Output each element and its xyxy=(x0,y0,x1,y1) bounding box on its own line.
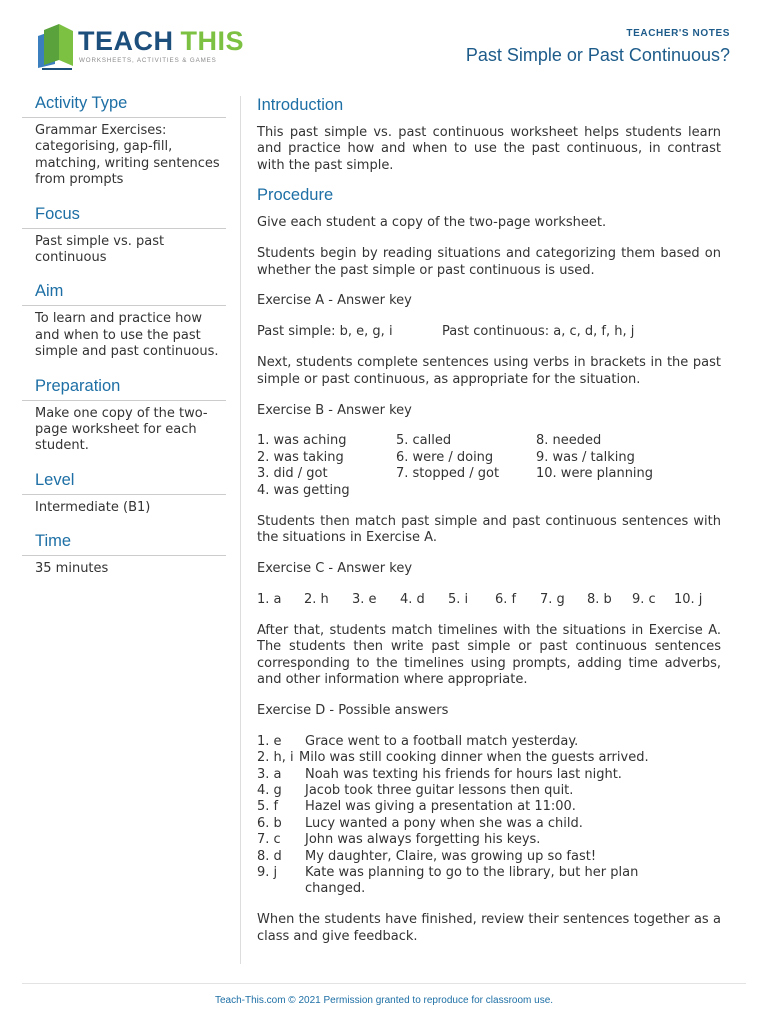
exercise-d-title: Exercise D - Possible answers xyxy=(257,702,449,718)
procedure-paragraph: After that, students match timelines with the situations in Exercise A. The students then write past simple or past continuous sentences corresponding to the timelines using prompts, adding time adverbs, and other information where appropriate. xyxy=(257,622,721,687)
answer-item: 10. were planning xyxy=(536,466,654,482)
answer-item: 8. needed xyxy=(536,433,602,449)
logo-wordmark xyxy=(78,24,244,58)
exercise-a-past-continuous: Past continuous: a, c, d, f, h, j xyxy=(442,324,635,340)
procedure-paragraph: Next, students complete sentences using verbs in brackets in the past simple or past continuous, as appropriate for the situation. xyxy=(257,355,721,387)
answer-item: 2. h xyxy=(304,591,329,607)
main-content xyxy=(257,94,721,960)
procedure-paragraph: Students then match past simple and past continuous sentences with the situations in Exercise A. xyxy=(257,513,721,545)
focus-text: Past simple vs. past continuous xyxy=(35,233,165,266)
answer-item: 9. was / talking xyxy=(536,449,635,465)
footer-copyright: Teach-This.com © 2021 Permission granted to reproduce for classroom use. xyxy=(214,995,554,1006)
exercise-b-column xyxy=(257,433,396,499)
answer-number: 9. j xyxy=(257,865,278,880)
answer-sentence: Noah was texting his friends for hours last night. xyxy=(305,766,622,782)
answer-item: 5. i xyxy=(448,591,469,607)
answer-number: 6. b xyxy=(257,815,282,831)
answer-number: 2. h, i xyxy=(257,750,294,766)
answer-number: 3. a xyxy=(257,766,282,782)
answer-row xyxy=(257,832,721,848)
exercise-b-column xyxy=(536,433,653,499)
teach-this-logo xyxy=(36,24,245,70)
activity-type-section xyxy=(22,94,226,189)
answer-sentence: Jacob took three guitar lessons then quit. xyxy=(305,782,574,798)
answer-item: 1. was aching xyxy=(257,433,347,449)
answer-sentence: Grace went to a football match yesterday. xyxy=(305,733,579,749)
focus-heading: Focus xyxy=(22,205,226,229)
logo-teach: TEACH xyxy=(78,26,174,56)
answer-row xyxy=(257,849,721,865)
level-section xyxy=(22,471,226,516)
answer-item: 8. b xyxy=(587,591,612,607)
answer-item: 10. j xyxy=(674,591,703,607)
preparation-text: Make one copy of the two-page worksheet for each student. xyxy=(35,405,208,454)
procedure-paragraph: Give each student a copy of the two-page worksheet. xyxy=(257,215,607,231)
answer-row xyxy=(257,816,721,832)
focus-section xyxy=(22,205,226,267)
exercise-d-answers xyxy=(257,734,721,898)
answer-item: 5. called xyxy=(396,433,452,449)
teachers-notes-label: TEACHER'S NOTES xyxy=(626,28,730,39)
answer-row xyxy=(257,750,721,766)
preparation-section xyxy=(22,377,226,455)
procedure-heading: Procedure xyxy=(257,186,334,205)
book-logo-icon xyxy=(36,24,76,70)
column-divider xyxy=(240,96,241,964)
logo-tagline: WORKSHEETS, ACTIVITIES & GAMES xyxy=(79,57,217,64)
exercise-c-title: Exercise C - Answer key xyxy=(257,560,413,576)
introduction-text: This past simple vs. past continuous worksheet helps students learn and practice how and when to use the past continuous, in contrast with the past simple. xyxy=(257,125,721,173)
time-text: 35 minutes xyxy=(35,561,109,577)
answer-number: 4. g xyxy=(257,782,282,798)
answer-item: 6. were / doing xyxy=(396,449,494,465)
introduction-heading: Introduction xyxy=(257,96,344,114)
preparation-heading: Preparation xyxy=(22,377,226,401)
logo-this: THIS xyxy=(180,26,245,56)
procedure-paragraph: Students begin by reading situations and categorizing them based on whether the past simple or past continuous is used. xyxy=(257,246,721,278)
answer-number: 1. e xyxy=(257,733,282,749)
answer-sentence: Lucy wanted a pony when she was a child. xyxy=(305,815,583,831)
answer-number: 5. f xyxy=(257,799,279,815)
activity-type-heading: Activity Type xyxy=(22,94,226,118)
answer-item: 9. c xyxy=(632,591,656,607)
exercise-b-title: Exercise B - Answer key xyxy=(257,402,412,418)
answer-item: 4. d xyxy=(400,591,425,607)
exercise-c-answers xyxy=(257,592,721,608)
answer-number: 7. c xyxy=(257,832,281,848)
answer-item: 2. was taking xyxy=(257,449,344,465)
answer-sentence: Hazel was giving a presentation at 11:00. xyxy=(305,799,576,815)
time-section xyxy=(22,532,226,577)
answer-row xyxy=(257,865,721,898)
aim-text: To learn and practice how and when to use the past simple and past continuous. xyxy=(35,311,219,360)
page-title: Past Simple or Past Continuous? xyxy=(465,45,730,65)
sidebar xyxy=(22,94,226,594)
answer-number: 8. d xyxy=(257,848,282,864)
answer-sentence: My daughter, Claire, was growing up so fast! xyxy=(305,848,597,864)
level-heading: Level xyxy=(22,471,226,495)
time-heading: Time xyxy=(22,532,226,556)
exercise-b-answers xyxy=(257,433,721,499)
answer-sentence: Milo was still cooking dinner when the guests arrived. xyxy=(299,750,649,766)
answer-item: 6. f xyxy=(495,591,517,607)
footer-divider xyxy=(22,983,746,984)
activity-type-text: Grammar Exercises: categorising, gap-fill, matching, writing sentences from prompts xyxy=(35,123,220,188)
answer-item: 7. g xyxy=(540,591,565,607)
answer-row xyxy=(257,734,721,750)
answer-item: 4. was getting xyxy=(257,482,350,498)
answer-sentence: Kate was planning to go to the library, but her plan changed. xyxy=(305,865,639,897)
answer-row xyxy=(257,783,721,799)
aim-heading: Aim xyxy=(22,282,226,306)
exercise-a-answers xyxy=(257,324,721,340)
exercise-a-past-simple: Past simple: b, e, g, i xyxy=(257,324,393,340)
answer-item: 3. did / got xyxy=(257,466,328,482)
answer-item: 1. a xyxy=(257,591,282,607)
level-text: Intermediate (B1) xyxy=(35,499,151,515)
procedure-paragraph: When the students have finished, review their sentences together as a class and give feedback. xyxy=(257,912,721,944)
answer-item: 7. stopped / got xyxy=(396,466,500,482)
answer-item: 3. e xyxy=(352,591,377,607)
aim-section xyxy=(22,282,226,360)
answer-row xyxy=(257,799,721,815)
exercise-b-column xyxy=(396,433,536,499)
answer-sentence: John was always forgetting his keys. xyxy=(305,832,541,848)
exercise-a-title: Exercise A - Answer key xyxy=(257,293,412,309)
answer-row xyxy=(257,767,721,783)
